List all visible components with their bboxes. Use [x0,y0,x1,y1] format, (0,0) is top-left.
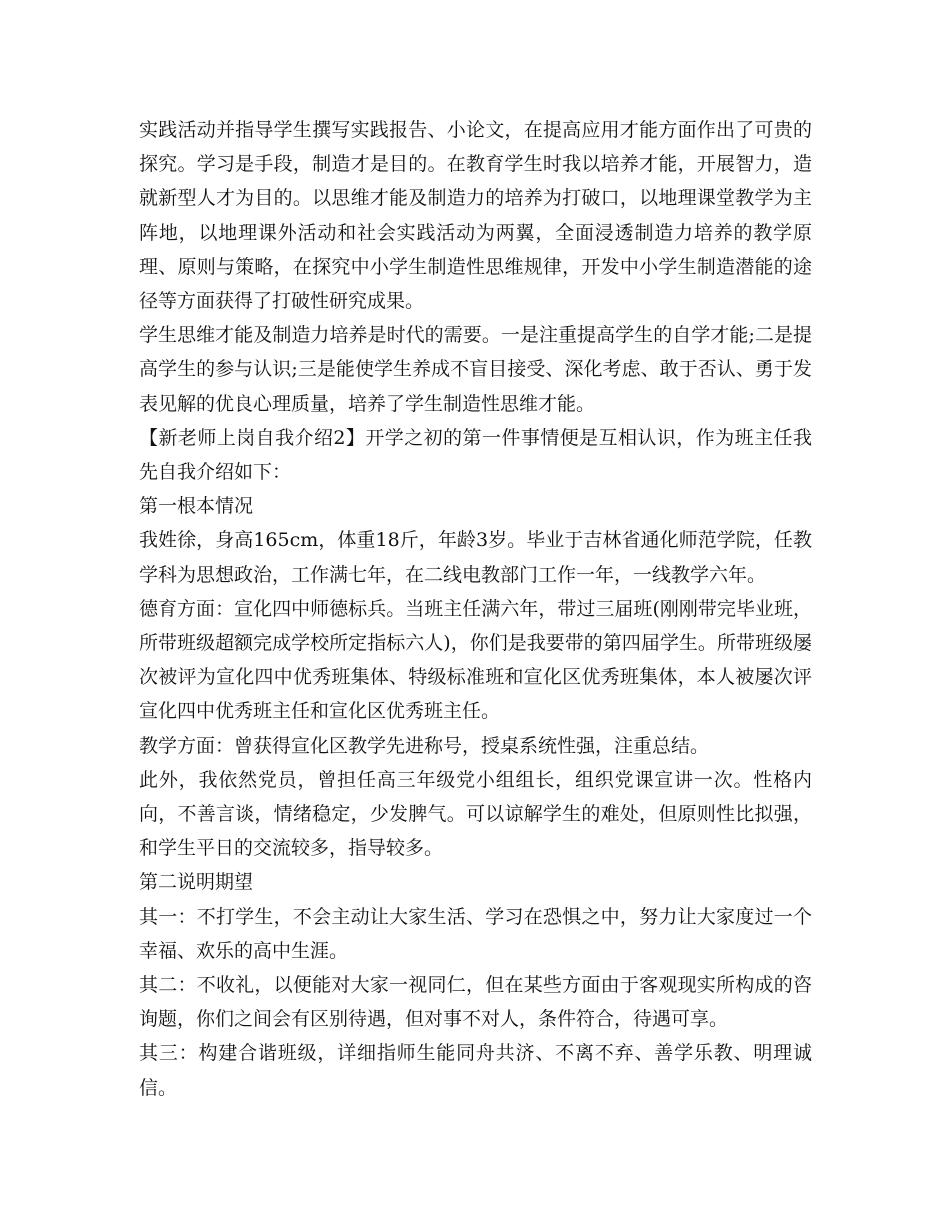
paragraph-personality: 此外，我依然党员，曾担任高三年级党小组组长，组织党课宣讲一次。性格内向，不善言谈，情绪稳定，少发脾气。可以谅解学生的难处，但原则性比拟强，和学生平日的交流较多，指导较多。 [139,768,812,860]
paragraph-expectation-2: 其二：不收礼，以便能对大家一视同仁，但在某些方面由于客观现实所构成的咨询题，你们之间会有区别待遇，但对事不对人，条件符合，待遇可享。 [139,974,812,1031]
paragraph-moral-education: 德育方面：宣化四中师德标兵。当班主任满六年，带过三届班(刚刚带完毕业班，所带班级超额完成学校所定指标六人)，你们是我要带的第四届学生。所带班级屡次被评为宣化四中优秀班集体、特级标准班和宣化区优秀班集体，本人被屡次评宣化四中优秀班主任和宣化区优秀班主任。 [139,597,812,723]
section-heading-expectations: 第二说明期望 [139,871,254,894]
paragraph-expectation-1: 其一：不打学生，不会主动让大家生活、学习在恐惧之中，努力让大家度过一个幸福、欢乐的高中生涯。 [139,905,812,962]
paragraph-expectation-3: 其三：构建合谐班级，详细指师生能同舟共济、不离不弃、善学乐教、明理诚信。 [139,1042,812,1099]
document-body [139,113,812,1105]
paragraph-creativity-need: 学生思维才能及制造力培养是时代的需要。一是注重提高学生的自学才能;二是提高学生的参与认识;三是能使学生养成不盲目接受、深化考虑、敢于否认、勇于发表见解的优良心理质量，培养了学生制造性思维才能。 [139,324,812,415]
section-heading-basic-info: 第一根本情况 [139,495,254,518]
paragraph-self-intro-heading: 【新老师上岗自我介绍2】开学之初的第一件事情便是互相认识，作为班主任我先自我介绍如下： [139,426,812,484]
paragraph-personal-info: 我姓徐，身高165cm，体重18斤，年龄3岁。毕业于吉林省通化师范学院，任教学科为思想政治，工作满七年，在二线电教部门工作一年，一线教学六年。 [139,529,812,586]
paragraph-practice-research: 实践活动并指导学生撰写实践报告、小论文，在提高应用才能方面作出了可贵的探究。学习是手段，制造才是目的。在教育学生时我以培养才能，开展智力，造就新型人才为目的。以思维才能及制造力的培养为打破口，以地理课堂教学为主阵地，以地理课外活动和社会实践活动为两翼，全面浸透制造力培养的教学原理、原则与策略，在探究中小学生制造性思维规律，开发中小学生制造潜能的途径等方面获得了打破性研究成果。 [139,119,812,313]
paragraph-teaching: 教学方面：曾获得宣化区教学先进称号，授桌系统性强，注重总结。 [139,734,710,757]
